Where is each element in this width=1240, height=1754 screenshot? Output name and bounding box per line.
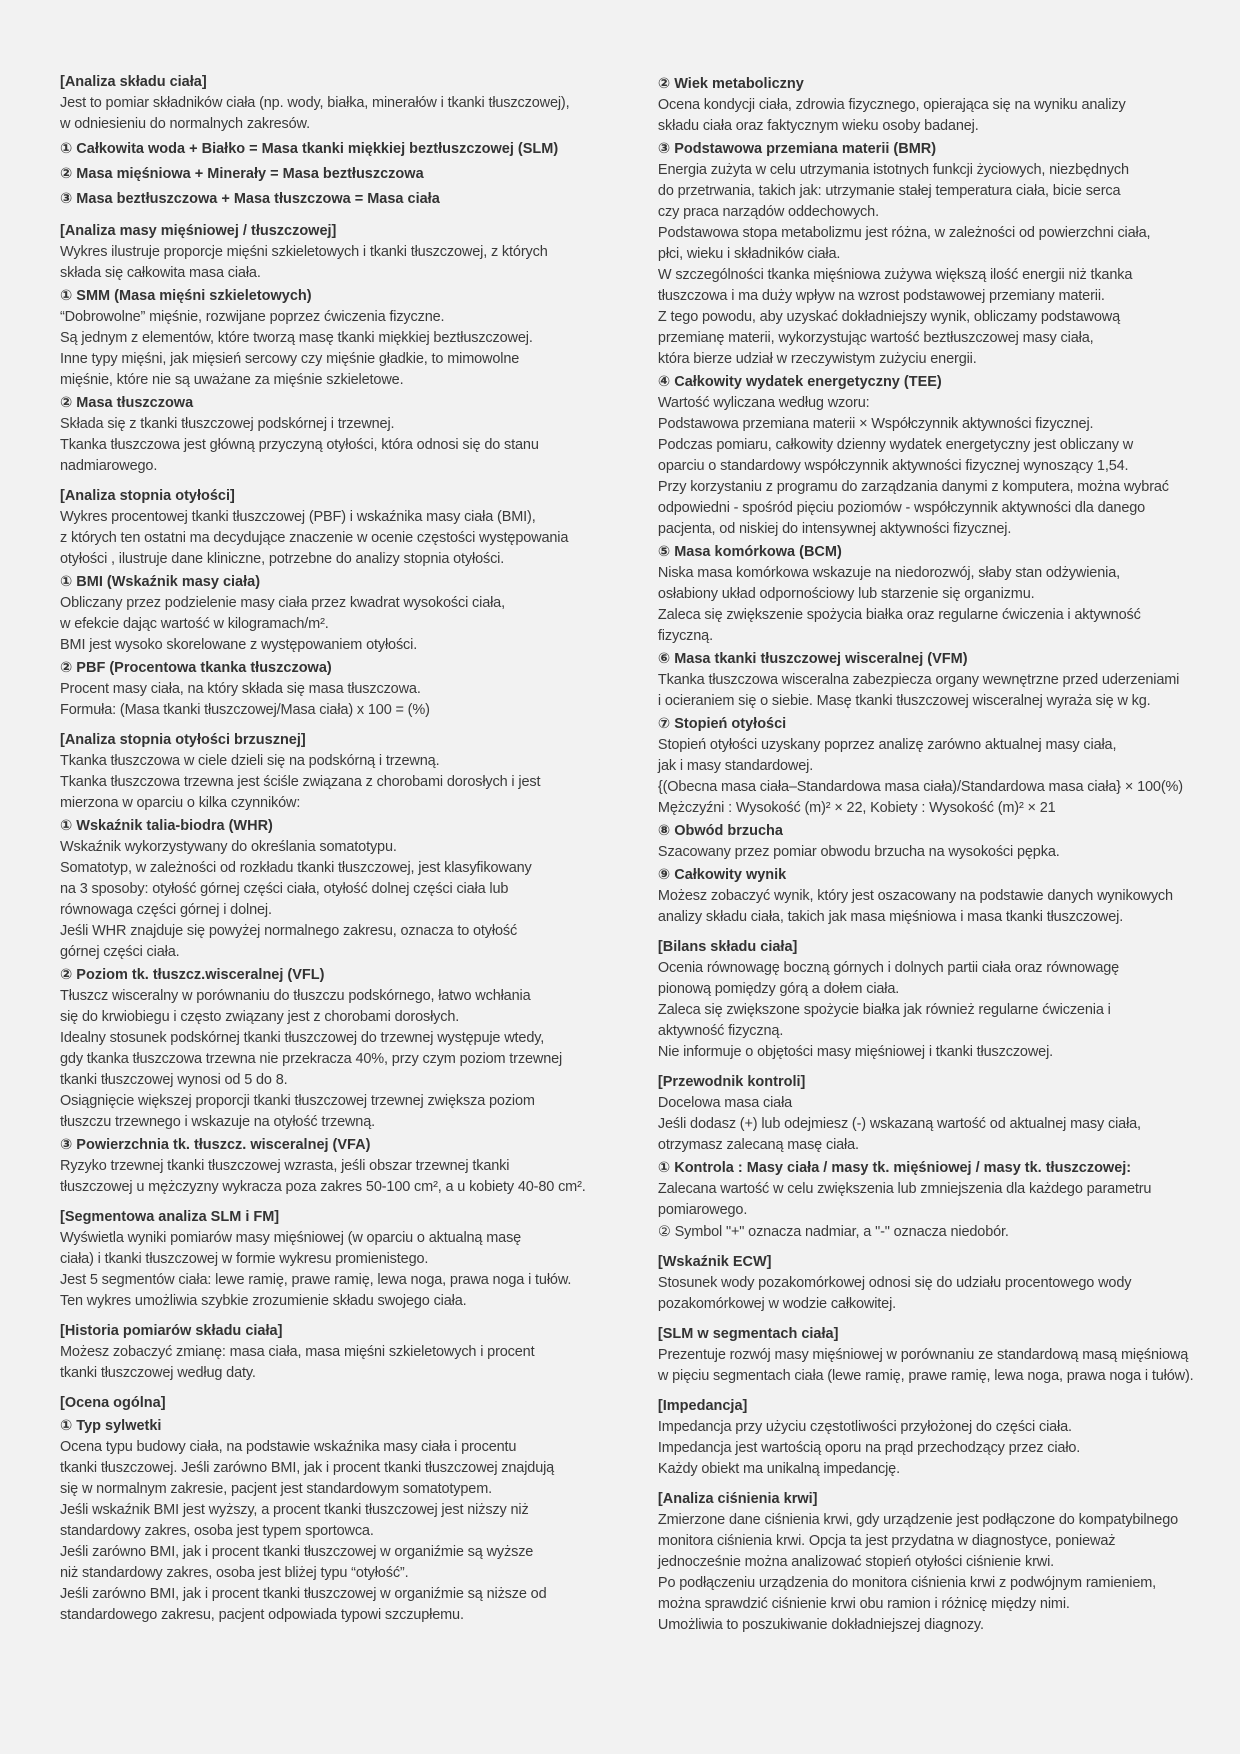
subsection <box>658 1222 1196 1243</box>
text-line: Każdy obiekt ma unikalną impedancję. <box>657 1461 900 1477</box>
section-heading: [Analiza masy mięśniowej / tłuszczowej] <box>60 223 337 239</box>
text-line: tłuszczu trzewnego i wskazuje na otyłość trzewną. <box>60 1114 376 1130</box>
text-line: standardowego zakresu, pacjent odpowiada typowi szczupłemu. <box>60 1607 464 1623</box>
text-line: tkanki tłuszczowej wynosi od 5 do 8. <box>60 1072 288 1088</box>
text-line: tkanki tłuszczowej według daty. <box>60 1365 256 1381</box>
text-line: ② Symbol "+" oznacza nadmiar, a "-" oznacza niedobór. <box>657 1224 1009 1240</box>
right-column <box>658 72 1196 1714</box>
subsection-title: ⑥ Masa tkanki tłuszczowej wisceralnej (VFM) <box>657 651 968 667</box>
text-line: analizy składu ciała, takich jak masa mięśniowa i masa tkanki tłuszczowej. <box>657 909 1124 925</box>
subsection-title: ① BMI (Wskaźnik masy ciała) <box>60 574 261 590</box>
text-line: otrzymasz zalecaną masę ciała. <box>657 1137 859 1153</box>
text-line: Tłuszcz wisceralny w porównaniu do tłuszczu podskórnego, łatwo wchłania <box>60 988 531 1004</box>
text-line: tłuszczowa i ma duży wpływ na wzrost podstawowej przemiany materii. <box>657 288 1105 304</box>
text-line: można sprawdzić ciśnienie krwi obu ramion i różnicę między nimi. <box>657 1596 1070 1612</box>
text-line: W szczególności tkanka mięśniowa zużywa większą ilość energii niż tkanka <box>657 267 1133 283</box>
text-line: pomiarowego. <box>657 1202 748 1218</box>
text-line: Obliczany przez podzielenie masy ciała przez kwadrat wysokości ciała, <box>60 595 505 611</box>
text-line: Inne typy mięśni, jak mięsień sercowy czy mięśnie gładkie, to mimowolne <box>60 351 520 367</box>
text-line: Jeśli wskaźnik BMI jest wyższy, a procent tkanki tłuszczowej jest niższy niż <box>60 1502 529 1518</box>
text-line: Możesz zobaczyć wynik, który jest oszacowany na podstawie danych wynikowych <box>657 888 1173 904</box>
text-line: czy praca narządów oddechowych. <box>657 204 879 220</box>
text-line: tłuszczowej u mężczyzny wykracza poza zakres 50-100 cm², a u kobiety 40-80 cm². <box>60 1179 586 1195</box>
text-line: Ocena typu budowy ciała, na podstawie wskaźnika masy ciała i procentu <box>60 1439 517 1455</box>
subsection-title: ① Kontrola : Masy ciała / masy tk. mięśniowej / masy tk. tłuszczowej: <box>657 1160 1132 1176</box>
subsection-title: ⑨ Całkowity wynik <box>657 867 787 883</box>
text-line: pozakomórkowej w wodzie całkowitej. <box>657 1296 897 1312</box>
subsection-title: ⑦ Stopień otyłości <box>657 716 787 732</box>
section <box>60 1321 646 1384</box>
section-heading: [Analiza stopnia otyłości] <box>60 488 235 504</box>
text-line: Zalecana wartość w celu zwiększenia lub zmniejszenia dla każdego parametru <box>657 1181 1152 1197</box>
text-line: się w normalnym zakresie, pacjent jest standardowym somatotypem. <box>60 1481 493 1497</box>
text-line: Zaleca się zwiększone spożycie białka jak również regularne ćwiczenia i <box>657 1002 1111 1018</box>
text-line: Somatotyp, w zależności od rozkładu tkanki tłuszczowej, jest klasyfikowany <box>60 860 532 876</box>
text-line: jednocześnie można analizować stopień otyłości ciśnienie krwi. <box>657 1554 1055 1570</box>
section-heading: [Historia pomiarów składu ciała] <box>60 1323 283 1339</box>
subsection <box>658 864 1196 928</box>
text-line: aktywność fizyczną. <box>657 1023 784 1039</box>
text-line: otyłości , ilustruje dane kliniczne, potrzebne do analizy stopnia otyłości. <box>60 551 505 567</box>
text-line: nadmiarowego. <box>60 458 158 474</box>
text-line: Stopień otyłości uzyskany poprzez analizę zarówno aktualnej masy ciała, <box>657 737 1117 753</box>
text-line: Wartość wyliczana według wzoru: <box>657 395 870 411</box>
text-line: do przetrwania, takich jak: utrzymanie stałej temperatura ciała, bicie serca <box>657 183 1121 199</box>
text-line: Możesz zobaczyć zmianę: masa ciała, masa mięśni szkieletowych i procent <box>60 1344 535 1360</box>
subsection <box>60 657 646 721</box>
section <box>60 72 646 212</box>
subsection-title: ⑤ Masa komórkowa (BCM) <box>657 544 842 560</box>
section <box>658 1489 1196 1636</box>
text-line: w pięciu segmentach ciała (lewe ramię, prawe ramię, lewa noga, prawa noga i tułów). <box>657 1368 1194 1384</box>
text-line: Tkanka tłuszczowa jest główną przyczyną otyłości, która odnosi się do stanu <box>60 437 539 453</box>
text-line: standardowy zakres, osoba jest typem sportowca. <box>60 1523 374 1539</box>
text-line: na 3 sposoby: otyłość górnej części ciała, otyłość dolnej części ciała lub <box>60 881 509 897</box>
text-line: się do krwiobiegu i często związany jest z chorobami dorosłych. <box>60 1009 460 1025</box>
left-column <box>60 72 650 1714</box>
subsection-title: ③ Powierzchnia tk. tłuszcz. wisceralnej (VFA) <box>60 1137 371 1153</box>
text-line: Umożliwia to poszukiwanie dokładniejszej diagnozy. <box>657 1617 984 1633</box>
subsection <box>60 285 646 391</box>
subsection <box>60 815 646 963</box>
section-heading: [Analiza stopnia otyłości brzusznej] <box>60 732 306 748</box>
section <box>658 937 1196 1063</box>
formula-list <box>60 137 646 212</box>
text-line: Ten wykres umożliwia szybkie zrozumienie składu swojego ciała. <box>60 1293 467 1309</box>
text-line: Podstawowa stopa metabolizmu jest różna, w zależności od powierzchni ciała, <box>657 225 1151 241</box>
text-line: Impedancja przy użyciu częstotliwości przyłożonej do części ciała. <box>657 1419 1072 1435</box>
text-line: mierzona w oparciu o kilka czynników: <box>60 795 301 811</box>
text-line: płci, wieku i składników ciała. <box>657 246 841 262</box>
text-line: BMI jest wysoko skorelowane z występowaniem otyłości. <box>60 637 418 653</box>
text-line: Szacowany przez pomiar obwodu brzucha na wysokości pępka. <box>657 844 1060 860</box>
text-line: Jeśli zarówno BMI, jak i procent tkanki tłuszczowej w organiźmie są niższe od <box>60 1586 547 1602</box>
text-line: Jeśli dodasz (+) lub odejmiesz (-) wskazaną wartość od aktualnej masy ciała, <box>657 1116 1141 1132</box>
text-line: składa się całkowita masa ciała. <box>60 265 261 281</box>
formula-line: ② Masa mięśniowa + Minerały = Masa beztłuszczowa <box>60 166 424 182</box>
subsection <box>658 1157 1196 1221</box>
subsection-title: ④ Całkowity wydatek energetyczny (TEE) <box>657 374 942 390</box>
text-line: Ocena kondycji ciała, zdrowia fizycznego, opierająca się na wyniku analizy <box>657 97 1126 113</box>
text-line: Wykres procentowej tkanki tłuszczowej (PBF) i wskaźnika masy ciała (BMI), <box>60 509 536 525</box>
text-line: Po podłączeniu urządzenia do monitora ciśnienia krwi z podwójnym ramieniem, <box>657 1575 1157 1591</box>
subsection <box>658 648 1196 712</box>
section <box>60 1207 646 1312</box>
text-line: która bierze udział w rzeczywistym zużyciu energii. <box>657 351 977 367</box>
text-line: niż standardowy zakres, osoba jest bliżej typu “otyłość”. <box>60 1565 409 1581</box>
text-line: Zmierzone dane ciśnienia krwi, gdy urządzenie jest podłączone do kompatybilnego <box>657 1512 1179 1528</box>
text-line: Tkanka tłuszczowa wisceralna zabezpiecza organy wewnętrzne przed uderzeniami <box>657 672 1180 688</box>
text-line: Ryzyko trzewnej tkanki tłuszczowej wzrasta, jeśli obszar trzewnej tkanki <box>60 1158 510 1174</box>
subsection <box>60 571 646 656</box>
section-heading: [SLM w segmentach ciała] <box>657 1326 839 1342</box>
section <box>658 1396 1196 1480</box>
section <box>60 221 646 477</box>
subsection <box>658 73 1196 137</box>
text-line: w odniesieniu do normalnych zakresów. <box>60 116 310 132</box>
text-line: Zaleca się zwiększenie spożycia białka oraz regularne ćwiczenia i aktywność fizyczną. <box>657 607 1141 644</box>
section-heading: [Przewodnik kontroli] <box>657 1074 806 1090</box>
text-line: Stosunek wody pozakomórkowej odnosi się do udziału procentowego wody <box>657 1275 1132 1291</box>
text-line: pacjenta, od niskiej do intensywnej aktywności fizycznej. <box>657 521 1012 537</box>
text-line: “Dobrowolne” mięśnie, rozwijane poprzez ćwiczenia fizyczne. <box>60 309 445 325</box>
text-line: górnej części ciała. <box>60 944 180 960</box>
text-line: Docelowa masa ciała <box>657 1095 793 1111</box>
text-line: składu ciała oraz faktycznym wieku osoby badanej. <box>657 118 979 134</box>
text-line: Jest to pomiar składników ciała (np. wody, białka, minerałów i tkanki tłuszczowej), <box>60 95 570 111</box>
text-line: tkanki tłuszczowej. Jeśli zarówno BMI, jak i procent tkanki tłuszczowej znajdują <box>60 1460 555 1476</box>
subsection-title: ① SMM (Masa mięśni szkieletowych) <box>60 288 312 304</box>
text-line: Impedancja jest wartością oporu na prąd przechodzący przez ciało. <box>657 1440 1081 1456</box>
text-line: Mężczyźni : Wysokość (m)² × 22, Kobiety : Wysokość (m)² × 21 <box>657 800 1056 816</box>
subsection-title: ② Wiek metaboliczny <box>657 76 804 92</box>
text-line: odpowiedni - spośród pięciu poziomów - współczynnik aktywności dla danego <box>657 500 1146 516</box>
section-heading: [Ocena ogólna] <box>60 1395 166 1411</box>
subsection <box>658 713 1196 819</box>
section-heading: [Bilans składu ciała] <box>657 939 798 955</box>
formula-line: ① Całkowita woda + Białko = Masa tkanki miękkiej beztłuszczowej (SLM) <box>60 141 559 157</box>
subsection <box>60 1134 646 1198</box>
text-line: monitora ciśnienia krwi. Opcja ta jest przydatna w diagnostyce, ponieważ <box>657 1533 1116 1549</box>
text-line: Jeśli zarówno BMI, jak i procent tkanki tłuszczowej w organiźmie są wyższe <box>60 1544 534 1560</box>
section <box>60 730 646 1198</box>
text-line: Z tego powodu, aby uzyskać dokładniejszy wynik, obliczamy podstawową <box>657 309 1121 325</box>
subsection-title: ② Masa tłuszczowa <box>60 395 194 411</box>
text-line: Osiągnięcie większej proporcji tkanki tłuszczowej trzewnej zwiększa poziom <box>60 1093 535 1109</box>
text-line: i ocieraniem się o siebie. Masę tkanki tłuszczowej wisceralnej wyraża się w kg. <box>657 693 1151 709</box>
section <box>60 486 646 721</box>
text-line: jak i masy standardowej. <box>657 758 814 774</box>
text-line: Tkanka tłuszczowa w ciele dzieli się na podskórną i trzewną. <box>60 753 440 769</box>
subsection-title: ② Poziom tk. tłuszcz.wisceralnej (VFL) <box>60 967 325 983</box>
text-line: pionową pomiędzy górą a dołem ciała. <box>657 981 900 997</box>
section-heading: [Impedancja] <box>657 1398 748 1414</box>
text-line: Jeśli WHR znajduje się powyżej normalnego zakresu, oznacza to otyłość <box>60 923 518 939</box>
text-line: {(Obecna masa ciała–Standardowa masa ciała)/Standardowa masa ciała} × 100(%) <box>657 779 1183 795</box>
text-line: Są jednym z elementów, które tworzą masę tkanki miękkiej beztłuszczowej. <box>60 330 533 346</box>
subsection <box>658 371 1196 540</box>
text-line: Nie informuje o objętości masy mięśniowej i tkanki tłuszczowej. <box>657 1044 1054 1060</box>
text-line: Wyświetla wyniki pomiarów masy mięśniowej (w oparciu o aktualną masę <box>60 1230 522 1246</box>
section-heading: [Analiza składu ciała] <box>60 74 207 90</box>
subsection-title: ⑧ Obwód brzucha <box>657 823 783 839</box>
text-line: Składa się z tkanki tłuszczowej podskórnej i trzewnej. <box>60 416 395 432</box>
text-line: Podstawowa przemiana materii × Współczynnik aktywności fizycznej. <box>657 416 1094 432</box>
subsection <box>658 541 1196 647</box>
text-line: Niska masa komórkowa wskazuje na niedorozwój, słaby stan odżywienia, <box>657 565 1120 581</box>
text-line: Wykres ilustruje proporcje mięśni szkieletowych i tkanki tłuszczowej, z których <box>60 244 548 260</box>
text-line: mięśnie, które nie są uważane za mięśnie szkieletowe. <box>60 372 404 388</box>
subsection <box>60 392 646 477</box>
subsection-title: ① Typ sylwetki <box>60 1418 162 1434</box>
text-line: Jest 5 segmentów ciała: lewe ramię, prawe ramię, lewa noga, prawa noga i tułów. <box>60 1272 572 1288</box>
text-line: Ocenia równowagę boczną górnych i dolnych partii ciała oraz równowagę <box>657 960 1120 976</box>
subsection-title: ② PBF (Procentowa tkanka tłuszczowa) <box>60 660 332 676</box>
subsection <box>658 138 1196 370</box>
subsection-title: ③ Podstawowa przemiana materii (BMR) <box>657 141 937 157</box>
text-line: z których ten ostatni ma decydujące znaczenie w ocenie częstości występowania <box>60 530 569 546</box>
section <box>60 1393 646 1626</box>
text-line: ciała) i tkanki tłuszczowej w formie wykresu promienistego. <box>60 1251 429 1267</box>
text-line: Idealny stosunek podskórnej tkanki tłuszczowej do trzewnej występuje wtedy, <box>60 1030 545 1046</box>
text-line: osłabiony układ odpornościowy lub starzenie się organizmu. <box>657 586 1035 602</box>
subsection <box>658 820 1196 863</box>
subsection-title: ① Wskaźnik talia-biodra (WHR) <box>60 818 273 834</box>
subsection <box>60 1415 646 1626</box>
section <box>658 1072 1196 1243</box>
text-line: równowaga części górnej i dolnej. <box>60 902 272 918</box>
text-line: Procent masy ciała, na który składa się masa tłuszczowa. <box>60 681 421 697</box>
section-heading: [Segmentowa analiza SLM i FM] <box>60 1209 280 1225</box>
text-line: oparciu o standardowy współczynnik aktywności fizycznej wynoszący 1,54. <box>657 458 1129 474</box>
text-line: Formuła: (Masa tkanki tłuszczowej/Masa ciała) x 100 = (%) <box>60 702 430 718</box>
formula-line: ③ Masa beztłuszczowa + Masa tłuszczowa = Masa ciała <box>60 191 440 207</box>
text-line: gdy tkanka tłuszczowa trzewna nie przekracza 40%, przy czym poziom trzewnej <box>60 1051 563 1067</box>
text-line: Energia zużyta w celu utrzymania istotnych funkcji życiowych, niezbędnych <box>657 162 1129 178</box>
text-line: w efekcie dając wartość w kilogramach/m². <box>60 616 329 632</box>
subsection <box>60 964 646 1133</box>
text-line: Prezentuje rozwój masy mięśniowej w porównaniu ze standardową masą mięśniową <box>657 1347 1189 1363</box>
text-line: Przy korzystaniu z programu do zarządzania danymi z komputera, można wybrać <box>657 479 1169 495</box>
text-line: Podczas pomiaru, całkowity dzienny wydatek energetyczny jest obliczany w <box>657 437 1134 453</box>
section-heading: [Analiza ciśnienia krwi] <box>657 1491 818 1507</box>
text-line: Tkanka tłuszczowa trzewna jest ściśle związana z chorobami dorosłych i jest <box>60 774 541 790</box>
text-line: Wskaźnik wykorzystywany do określania somatotypu. <box>60 839 397 855</box>
section-heading: [Wskaźnik ECW] <box>657 1254 772 1270</box>
text-line: przemianę materii, wykorzystując wartość beztłuszczowej masy ciała, <box>657 330 1094 346</box>
section <box>658 1324 1196 1387</box>
section <box>658 1252 1196 1315</box>
section <box>658 73 1196 928</box>
